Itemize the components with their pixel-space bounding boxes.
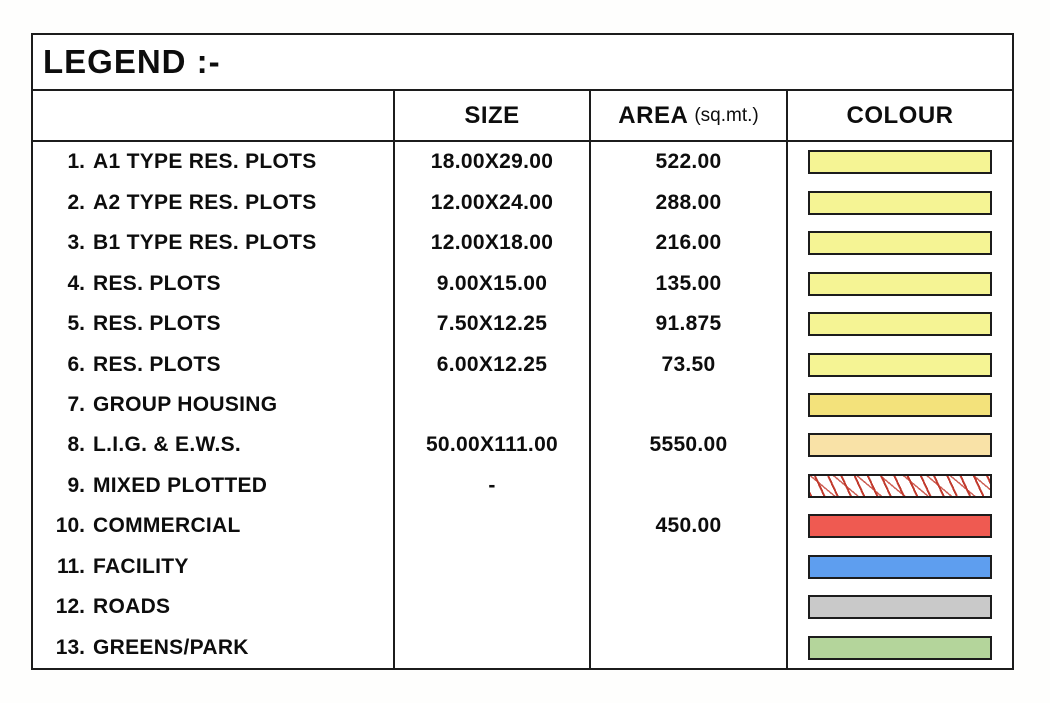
legend-row-size [393,628,589,668]
size-value: - [488,473,496,497]
row-number: 9. [67,473,85,497]
row-number: 12. [55,595,85,619]
row-number: 8. [67,433,85,457]
legend-row-area [589,628,786,668]
colour-swatch [808,555,992,579]
legend-row-size [393,385,589,425]
legend-row-name [33,466,393,506]
area-value: 5550.00 [649,433,728,457]
size-value: 9.00X15.00 [436,271,548,295]
legend-row-area [589,344,786,384]
legend-row-size [393,263,589,303]
row-label: ROADS [93,595,171,619]
area-value: 135.00 [655,271,722,295]
legend-row-area [589,385,786,425]
size-value: 12.00X24.00 [430,190,554,214]
row-label: GREENS/PARK [93,635,249,659]
legend-row-name [33,263,393,303]
legend-row-name [33,304,393,344]
legend-row-colour [786,385,1012,425]
legend-row-name [33,142,393,182]
legend-row-colour [786,304,1012,344]
row-label: L.I.G. & E.W.S. [93,433,242,457]
row-label: RES. PLOTS [93,312,221,336]
size-value: 18.00X29.00 [430,150,554,174]
legend-row-size [393,344,589,384]
row-label: RES. PLOTS [93,352,221,376]
size-value: 7.50X12.25 [436,312,548,336]
legend-row-colour [786,547,1012,587]
row-number: 10. [55,514,85,538]
legend-row-colour [786,223,1012,263]
legend-row-colour [786,425,1012,465]
legend-row-area [589,506,786,546]
legend-row-area [589,304,786,344]
header-size-label: SIZE [464,101,520,129]
row-label: COMMERCIAL [93,514,241,538]
header-area-unit: (sq.mt.) [694,104,759,126]
legend-row-area [589,223,786,263]
legend-row-colour [786,506,1012,546]
legend-row-name [33,344,393,384]
legend-row-name [33,385,393,425]
row-number: 13. [55,635,85,659]
colour-swatch [808,433,992,457]
legend-row-size [393,223,589,263]
row-number: 3. [67,231,85,255]
legend-row-name [33,182,393,222]
area-value: 522.00 [655,150,722,174]
area-value: 91.875 [655,312,722,336]
header-cell-blank [33,91,393,142]
colour-swatch [808,636,992,660]
size-value: 50.00X111.00 [425,433,559,457]
legend-row-area [589,425,786,465]
legend-row-colour [786,263,1012,303]
header-cell-colour [786,91,1012,142]
area-value: 288.00 [655,190,722,214]
area-value: 73.50 [661,352,716,376]
header-area-label: AREA [618,101,689,129]
legend-row-name [33,506,393,546]
row-number: 1. [67,150,85,174]
colour-swatch [808,312,992,336]
legend-row-name [33,223,393,263]
colour-swatch [808,150,992,174]
legend-row-size [393,182,589,222]
colour-swatch [808,514,992,538]
row-label: MIXED PLOTTED [93,473,268,497]
row-label: GROUP HOUSING [93,392,278,416]
legend-row-colour [786,628,1012,668]
legend-row-colour [786,344,1012,384]
legend-row-colour [786,142,1012,182]
legend-row-name [33,547,393,587]
row-label: A2 TYPE RES. PLOTS [93,190,317,214]
row-label: B1 TYPE RES. PLOTS [93,231,317,255]
row-number: 4. [67,271,85,295]
colour-swatch [808,272,992,296]
header-cell-area [589,91,786,142]
legend-row-size [393,587,589,627]
colour-swatch [808,595,992,619]
legend-row-area [589,142,786,182]
row-label: A1 TYPE RES. PLOTS [93,150,317,174]
colour-swatch [808,231,992,255]
size-value: 6.00X12.25 [436,352,548,376]
legend-table [31,33,1014,670]
legend-row-area [589,587,786,627]
legend-row-colour [786,587,1012,627]
legend-row-name [33,628,393,668]
colour-swatch [808,353,992,377]
colour-swatch [808,474,992,498]
area-value: 450.00 [655,514,722,538]
legend-row-area [589,547,786,587]
legend-row-size [393,466,589,506]
legend-row-colour [786,182,1012,222]
legend-row-area [589,182,786,222]
header-cell-size [393,91,589,142]
row-number: 11. [56,554,85,578]
row-number: 2. [67,190,85,214]
row-label: FACILITY [93,554,189,578]
row-number: 7. [67,392,85,416]
legend-row-area [589,466,786,506]
header-colour-label: COLOUR [846,101,954,129]
row-number: 5. [67,312,85,336]
legend-grid [33,91,1012,668]
size-value: 12.00X18.00 [430,231,554,255]
legend-row-size [393,304,589,344]
legend-row-size [393,425,589,465]
legend-row-area [589,263,786,303]
legend-row-name [33,587,393,627]
legend-row-size [393,547,589,587]
colour-swatch [808,393,992,417]
legend-row-name [33,425,393,465]
legend-title-row [33,35,1012,91]
colour-swatch [808,191,992,215]
legend-row-colour [786,466,1012,506]
row-label: RES. PLOTS [93,271,221,295]
legend-row-size [393,506,589,546]
legend-title: LEGEND :- [43,43,221,80]
row-number: 6. [67,352,85,376]
legend-row-size [393,142,589,182]
area-value: 216.00 [655,231,722,255]
